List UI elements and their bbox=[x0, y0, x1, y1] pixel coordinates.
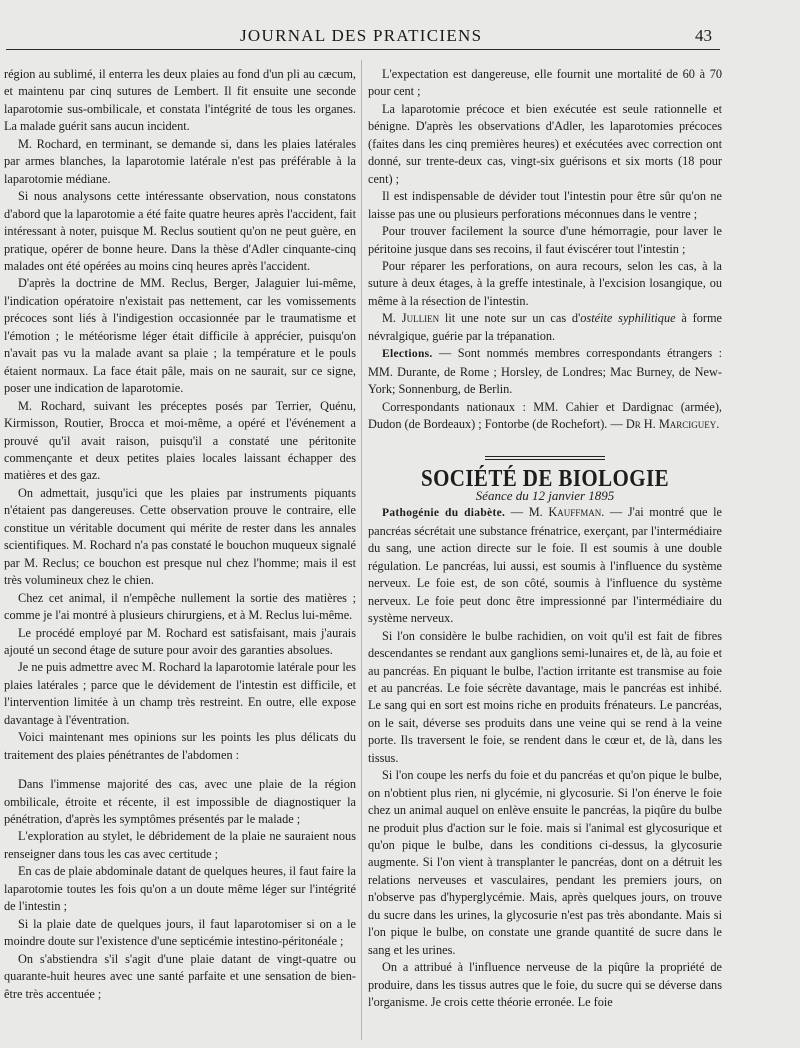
paragraph: Pathogénie du diabète. — M. Kauffman. — J'ai montré que le pancréas sécrétait une substance frénatrice, exerçant, par l'intermédiaire du sang, une action directe sur le foie. Il est soumis à une double régulation. Le pancréas, lui aussi, est soumis à l'influence du système nerveux. Le foie est, de son côté, soumis à l'influence du système nerveux. Le foie peut donc être impressionné par l'intermédiaire du système nerveux. bbox=[368, 505, 722, 626]
conclusion-item: On s'abstiendra s'il s'agit d'une plaie datant de vingt-quatre ou quarante-huit heures avec une santé parfaite et une sensation de bien-être très accentuée ; bbox=[4, 951, 356, 1001]
paragraph: On admettait, jusqu'ici que les plaies par instruments piquants n'étaient pas dangereuses. Cette observation prouve le contraire, elle constitue un véritable document qui mérite de rester dans les annales scientifiques. M. Rochard n'a pas constaté le bouchon muqueux signalé par M. Reclus; ce bouchon est presque nul chez l'homme; mais il est très volumineux chez le chien. bbox=[4, 485, 356, 588]
conclusion-item: Il est indispensable de dévider tout l'intestin pour être sûr qu'on ne laisse pas une ou plusieurs perforations méconnues dans le ventre ; bbox=[368, 189, 722, 221]
column-divider bbox=[361, 60, 362, 1040]
conclusion-item: L'exploration au stylet, le débridement de la plaie ne sauraient nous renseigner dans tous les cas avec certitude ; bbox=[4, 829, 356, 861]
paragraph: M. Rochard, suivant les préceptes posés par Terrier, Quénu, Kirmisson, Routier, Brocca et moi-même, a opéré et l'événement a prouvé qu'il avait raison, puisqu'il a constaté une péritonite commençante et deux petites plaies locales laissant échapper des matières et des gaz. bbox=[4, 398, 356, 483]
paragraph: On a attribué à l'influence nerveuse de la piqûre la propriété de produire, dans les tissus autres que le foie, du sucre qui se déverse dans l'organisme. Je crois cette théorie erronée. Le foie bbox=[368, 960, 722, 1010]
paragraph: D'après la doctrine de MM. Reclus, Berger, Jalaguier lui-même, l'indication opératoire n'existait pas nettement, car les vomissements précoces sont liés à l'indigestion occasionnée par le traumatisme et l'émotion ; le météorisme léger était difficile à apprécier, puisqu'on n'avait pas vu la malade avant sa plaie ; la température et le pouls étaient normaux. La face était pâle, mais on ne saurait, sur ce signe, poser une indication de laparotomie. bbox=[4, 276, 356, 396]
conclusion-item: Si la plaie date de quelques jours, il faut laparotomiser si on a le moindre doute sur l'existence d'une septicémie intestino-péritonéale ; bbox=[4, 916, 356, 949]
conclusion-item: Pour trouver facilement la source d'une hémorragie, pour laver le péritoine jusque dans ses recoins, il faut éviscérer tout l'intestin ; bbox=[368, 224, 722, 256]
author-name: M. Jullien bbox=[382, 311, 440, 326]
note-text: lit une note sur un cas d' bbox=[439, 311, 581, 326]
page-header bbox=[0, 18, 800, 48]
conclusion-item: Dans l'immense majorité des cas, avec une plaie de la région ombilicale, étroite et récente, il est impossible de diagnostiquer la pénétration, d'après les symptômes présentés par le malade ; bbox=[4, 777, 356, 827]
nationaux-text: Correspondants nationaux : MM. Cahier et Dardignac (armée), Dudon (de Bordeaux) ; Fontorbe (de Rochefort). — bbox=[368, 399, 722, 432]
conclusion-item: En cas de plaie abdominale datant de quelques heures, il faut faire la laparotomie toutes les fois qu'on a un doute même léger sur l'intégrité de l'intestin ; bbox=[4, 864, 356, 914]
elections-heading: Elections. bbox=[382, 348, 433, 361]
paragraph: Voici maintenant mes opinions sur les points les plus délicats du traitement des plaies pénétrantes de l'abdomen : bbox=[4, 730, 356, 762]
paragraph: Si nous analysons cette intéressante observation, nous constatons d'abord que la laparotomie a été faite quatre heures après l'accident, fait intéressant à noter, puisque M. Reclus soutient qu'on ne peut guère, en pratique, opérer de bonne heure. Dans la thèse d'Adler cinquante-cinq malades ont été opérées au moins cinq heures après l'accident. bbox=[4, 189, 356, 273]
paragraph: région au sublimé, il enterra les deux plaies au fond d'un pli au cæcum, et maintenu par cinq sutures de Lembert. Il fit ensuite une seconde laparotomie sus-ombilicale, et constata l'intégrité de tous les organes. La malade guérit sans aucun incident. bbox=[4, 67, 356, 134]
nationaux-paragraph bbox=[368, 399, 722, 434]
article-heading: Pathogénie du diabète. bbox=[382, 507, 506, 520]
left-column bbox=[4, 66, 356, 1003]
conclusion-item: L'expectation est dangereuse, elle fournit une mortalité de 60 à 70 pour cent ; bbox=[368, 67, 722, 99]
page-number: 43 bbox=[695, 26, 712, 45]
elections-paragraph bbox=[368, 345, 722, 398]
paragraph: Si l'on coupe les nerfs du foie et du pancréas et qu'on pique le bulbe, on n'obtient plus rien, ni glycémie, ni glycosurie. Si l'on énerve le foie chez un animal auquel on enlève ensuite le pancréas, la piqûre du bulbe ne produit plus d'action sur le foie. mais si l'animal est glycosurique et qu'on pique le bulbe, dans les conditions ci-dessus, la glycosurie augmente. Si l'on vient à transplanter le pancréas, dont on a détruit les relations nerveuses et vasculaires, pendant les premiers jours, on n'observe pas d'hyperglycémie. Mais, après quelques jours, on trouve du sucre dans les urines, la glycosurie n'est pas très abondante. Mais si l'on pique le bulbe, on constate une grande quantité de sucre dans le sang et les urines. bbox=[368, 768, 722, 957]
paragraph: Chez cet animal, il n'empêche nullement la sortie des matières ; comme je l'ai montré à plusieurs chirurgiens, et à M. Reclus lui-même. bbox=[4, 590, 356, 623]
session-date: Séance du 12 janvier 1895 bbox=[475, 487, 615, 503]
section-divider bbox=[485, 456, 605, 460]
paragraph: Je ne puis admettre avec M. Rochard la laparotomie latérale pour les plaies latérales ; parce que le dévidement de l'intestin est difficile, et l'intervention limitée à un champ très restreint. En outre, elle expose davantage à l'éventration. bbox=[4, 660, 356, 727]
conclusion-item: Pour réparer les perforations, on aura recours, selon les cas, à la suture à deux étages, à la greffe intestinale, à l'excision losangique, ou même à la résection de l'intestin. bbox=[368, 258, 722, 308]
elections-text: — Sont nommés membres correspondants étrangers : MM. Durante, de Rome ; Horsley, de Londres; Mac Burney, de New-York; Sonnenburg, de Berlin. bbox=[368, 346, 722, 397]
jullien-note bbox=[368, 310, 722, 345]
paragraph: Le procédé employé par M. Rochard est satisfaisant, mais j'aurais ajouté un second étage de suture pour avoir des garanties absolues. bbox=[4, 625, 356, 657]
note-title: ostéite syphilitique bbox=[580, 311, 676, 326]
paragraph: M. Rochard, en terminant, se demande si, dans les plaies latérales par armes blanches, la laparotomie latérale n'est pas préférable à la laparotomie médiane. bbox=[4, 136, 356, 186]
paragraph: Si l'on considère le bulbe rachidien, on voit qu'il est fait de fibres descendantes se rendant aux ganglions semi-lunaires et, de là, au foie et au pancréas. En piquant le bulbe, l'action irritante est transmise au foie et au pancréas. Le foie sécrète davantage, mais le pancréas est inhibé. Le sang qui en sort est moins riche en produits frénateurs. Le pancréas, on le sait, déverse ses produits dans une veine qui se rend à la veine porte. Ils traversent le foie, se rendent dans le cœur et, de là, dans les tissus. bbox=[368, 628, 722, 765]
running-title: JOURNAL DES PRATICIENS bbox=[240, 26, 483, 45]
right-column bbox=[368, 66, 722, 1012]
section-title: SOCIÉTÉ DE BIOLOGIE bbox=[420, 463, 669, 492]
author-name: M. Kauffman. bbox=[528, 505, 605, 520]
signature: Dr H. Marciguey. bbox=[625, 417, 720, 432]
conclusion-item: La laparotomie précoce et bien exécutée est seule rationnelle et bénigne. D'après les observations d'Adler, les laparotomies précoces (faites dans les cinq premières heures) et exécutées avec correction ont donné, sur trente-deux cas, vingt-six guérisons et six morts (18 pour cent) ; bbox=[368, 101, 722, 186]
note-text: à forme névralgique, guérie par la trépanation. bbox=[368, 311, 722, 343]
header-rule bbox=[6, 49, 720, 50]
article-text: — J'ai montré que le pancréas sécrétait une substance frénatrice, exerçant, par l'intermédiaire du sang, une action directe sur le foie. Il est soumis à une double régulation. Le pancréas, lui aussi, est soumis à l'influence du système nerveux. Le foie est, de son côté, soumis à l'influence du système nerveux. Le foie peut donc être impressionné par l'intermédiaire du système nerveux. bbox=[368, 505, 722, 626]
